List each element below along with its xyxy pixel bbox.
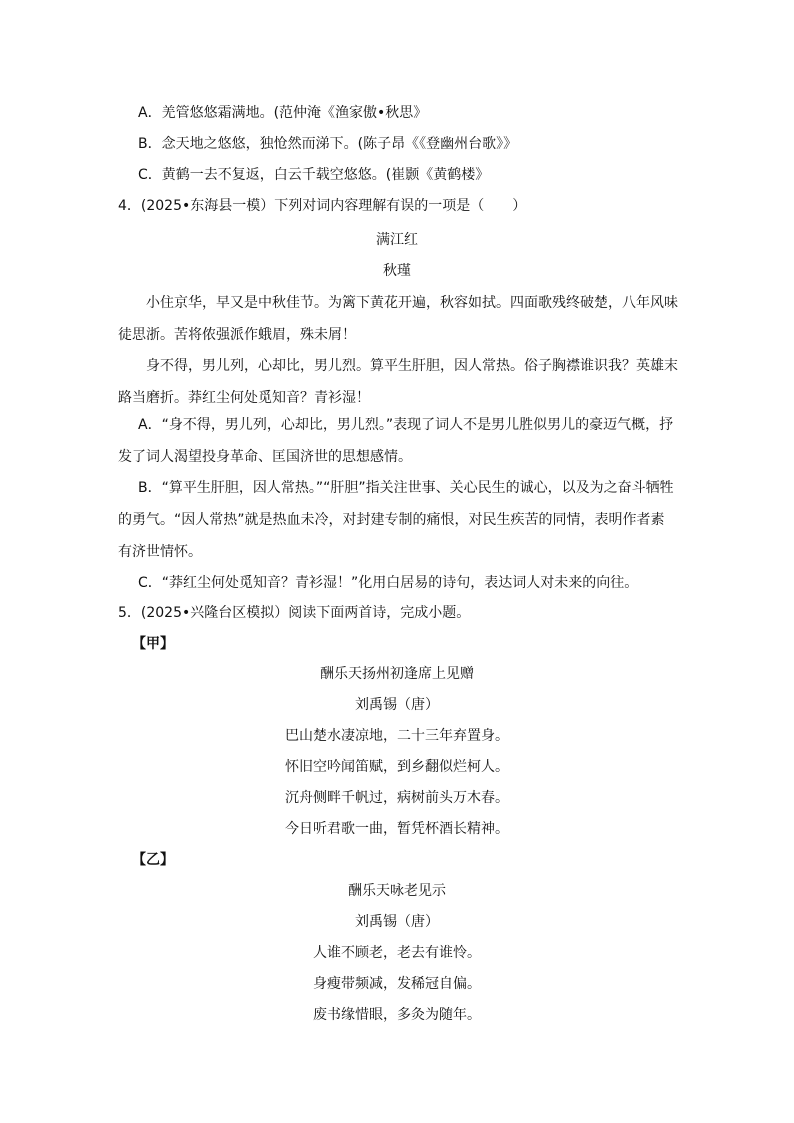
q4-stanza-2: 身不得，男儿列，心却比，男儿烈。算平生肝胆，因人常热。俗子胸襟谁识我？英雄末路当磨折。莽红尘何处觅知音？青衫湿！ — [118, 358, 678, 406]
q5-yi-title: 酬乐天咏老见示 — [348, 883, 446, 899]
q3-option-a: A．羌管悠悠霜满地。(范仲淹《渔家傲•秋思》 — [138, 105, 428, 121]
q5-jia-line-4: 今日听君歌一曲，暂凭杯酒长精神。 — [285, 821, 509, 837]
q5-jia-author: 刘禹锡（唐） — [355, 697, 439, 713]
q5-jia-line-3: 沉舟侧畔千帆过，病树前头万木春。 — [285, 790, 509, 806]
q5-jia-label: 【甲】 — [132, 636, 174, 652]
q3-option-c: C．黄鹤一去不复返，白云千载空悠悠。(崔颢《黄鹤楼》 — [138, 167, 490, 183]
q5-yi-line-1: 人谁不顾老，老去有谁怜。 — [313, 945, 481, 961]
q4-option-b: B．“算平生肝胆，因人常热。”“肝胆”指关注世事、关心民生的诚心，以及为之奋斗牺牲的勇气。“因人常热”就是热血未冷，对封建专制的痛恨，对民生疾苦的同情，表明作者素有济世情怀。 — [118, 480, 674, 560]
q5-jia-line-2: 怀旧空吟闻笛赋，到乡翻似烂柯人。 — [285, 759, 509, 775]
q4-stanza-1: 小住京华，早又是中秋佳节。为篱下黄花开遍，秋容如拭。四面歌残终破楚，八年风味徒思浙。苦将侬强派作蛾眉，殊未屑！ — [118, 295, 678, 343]
q4-option-a: A．“身不得，男儿列，心却比，男儿烈。”表现了词人不是男儿胜似男儿的豪迈气概，抒发了词人渴望投身革命、匡国济世的思想感情。 — [118, 417, 674, 465]
q5-yi-line-2: 身瘦带频减，发稀冠自偏。 — [313, 976, 481, 992]
q4-poem-author: 秋瑾 — [383, 263, 411, 279]
q3-option-b: B．念天地之悠悠，独怆然而涕下。(陈子昂《《登幽州台歌》》 — [138, 136, 518, 152]
q4-option-c: C．“莽红尘何处觅知音？青衫湿！”化用白居易的诗句，表达词人对未来的向往。 — [138, 575, 639, 591]
q5-jia-title: 酬乐天扬州初逢席上见赠 — [320, 666, 474, 682]
q5-yi-label: 【乙】 — [132, 852, 174, 868]
q5-stem: 5．(2025•兴隆台区模拟）阅读下面两首诗，完成小题。 — [118, 605, 471, 621]
q4-stem: 4．(2025•东海县一模）下列对词内容理解有误的一项是（ ） — [118, 198, 527, 214]
q5-yi-author: 刘禹锡（唐） — [355, 914, 439, 930]
q5-yi-line-3: 废书缘惜眼，多灸为随年。 — [313, 1007, 481, 1023]
q5-jia-line-1: 巴山楚水凄凉地，二十三年弃置身。 — [285, 728, 509, 744]
q4-poem-title: 满江红 — [376, 232, 418, 248]
